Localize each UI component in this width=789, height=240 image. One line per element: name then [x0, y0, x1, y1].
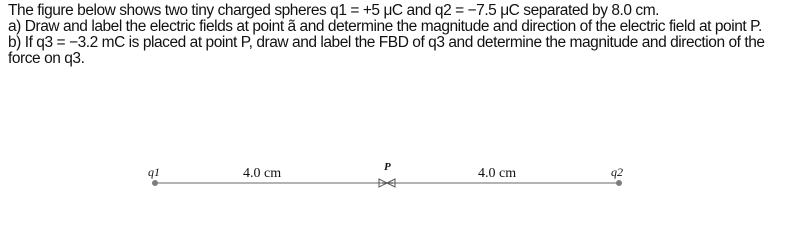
right-distance-label: 4.0 cm	[478, 166, 517, 181]
q2-label: q2	[611, 165, 623, 179]
q1-sphere	[152, 180, 158, 186]
point-p-label: P	[384, 161, 391, 173]
charge-diagram	[0, 150, 789, 225]
q1-label: q1	[148, 165, 160, 179]
q2-sphere	[616, 180, 622, 186]
problem-part-b: b) If q3 = −3.2 mC is placed at point P, draw and label the FBD of q3 and determine the magnitude and direction of the force on q3.	[8, 34, 765, 67]
problem-text	[8, 3, 778, 67]
left-distance-label: 4.0 cm	[243, 166, 282, 181]
problem-part-a: a) Draw and label the electric fields at point ã and determine the magnitude and direction of the electric field at point P.	[8, 18, 762, 35]
charge-diagram-graphic	[0, 150, 789, 225]
problem-intro: The figure below shows two tiny charged spheres q1 = +5 μC and q2 = −7.5 μC separated by 8.0 cm.	[8, 2, 660, 19]
